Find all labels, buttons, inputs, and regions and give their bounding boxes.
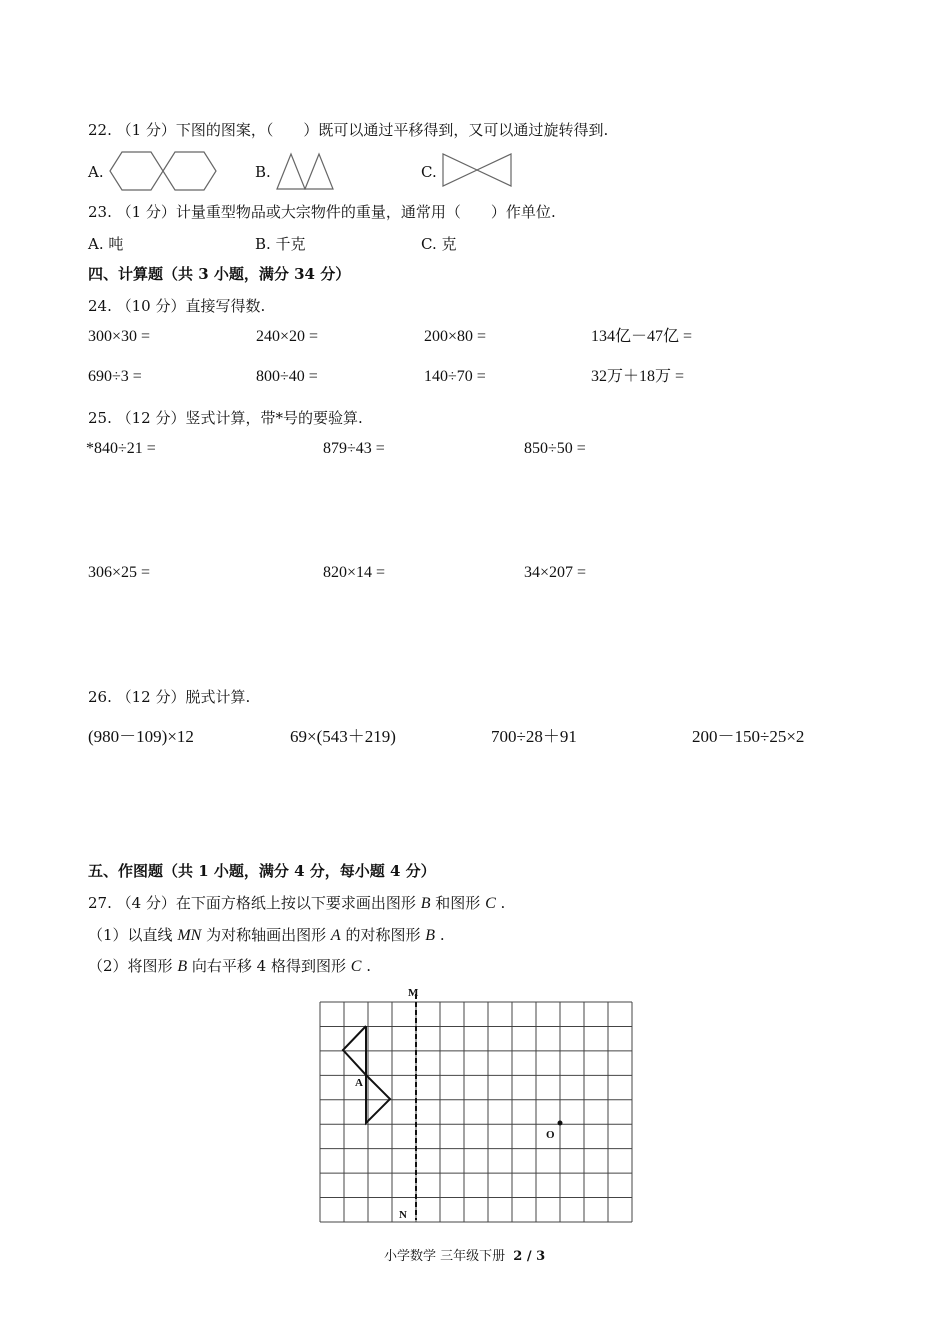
q27-stem: 27. （4 分）在下面方格纸上按以下要求画出图形 B 和图形 C . [88, 894, 506, 912]
shape-a [343, 1026, 390, 1123]
q24-item: 200×80 = [424, 328, 487, 345]
label-n: N [399, 1209, 407, 1221]
footer-text: 小学数学 三年级下册 [384, 1249, 506, 1264]
q22-option-a-figure [106, 150, 222, 192]
q22-stem: 22. （1 分）下图的图案，（ ）既可以通过平移得到，又可以通过旋转得到. [88, 121, 609, 139]
q22-option-c-figure [441, 152, 515, 190]
q24-item: 32万＋18万 = [591, 368, 685, 385]
q27-grid-figure [300, 980, 650, 1230]
q24-item: 690÷3 = [88, 368, 142, 385]
q25-item: 820×14 = [323, 564, 386, 581]
q25-item: 34×207 = [524, 564, 587, 581]
q25-item: 879÷43 = [323, 440, 385, 457]
q26-item: 700÷28＋91 [491, 727, 577, 746]
q24-item: 240×20 = [256, 328, 319, 345]
q24-item: 300×30 = [88, 328, 151, 345]
label-m: M [408, 987, 419, 999]
point-o [558, 1121, 563, 1126]
q24-item: 134亿－47亿 = [591, 328, 693, 345]
q26-item: 200－150÷25×2 [692, 727, 805, 746]
q24-item: 140÷70 = [424, 368, 486, 385]
label-o: O [546, 1129, 555, 1141]
q23-stem: 23. （1 分）计量重型物品或大宗物件的重量，通常用（ ）作单位. [88, 203, 556, 221]
q24-item: 800÷40 = [256, 368, 318, 385]
q25-item: 306×25 = [88, 564, 151, 581]
q22-option-a-label: A. [88, 163, 104, 181]
label-a: A [355, 1077, 363, 1089]
q23-option-a: A. 吨 [88, 235, 124, 253]
section4-title: 四、计算题（共 3 小题，满分 34 分） [88, 265, 351, 283]
q26-stem: 26. （12 分）脱式计算. [88, 688, 251, 706]
q26-item: (980－109)×12 [88, 727, 194, 746]
q24-stem: 24. （10 分）直接写得数. [88, 297, 266, 315]
q25-item: *840÷21 = [86, 440, 156, 457]
q22-option-b-label: B. [255, 163, 271, 181]
q23-option-c: C. 克 [421, 235, 457, 253]
page-number: 2 / 3 [513, 1249, 546, 1264]
q23-option-b: B. 千克 [255, 235, 306, 253]
q27-sub2: （2）将图形 B 向右平移 4 格得到图形 C . [88, 957, 371, 975]
q22-option-c-label: C. [421, 163, 437, 181]
q25-item: 850÷50 = [524, 440, 586, 457]
q27-sub1: （1）以直线 MN 为对称轴画出图形 A 的对称图形 B . [88, 926, 445, 944]
page-footer [384, 1248, 545, 1266]
section5-title: 五、作图题（共 1 小题，满分 4 分，每小题 4 分） [88, 862, 436, 880]
q22-option-b-figure [274, 150, 338, 192]
q25-stem: 25. （12 分）竖式计算，带*号的要验算. [88, 409, 363, 427]
q26-item: 69×(543＋219) [290, 727, 396, 746]
